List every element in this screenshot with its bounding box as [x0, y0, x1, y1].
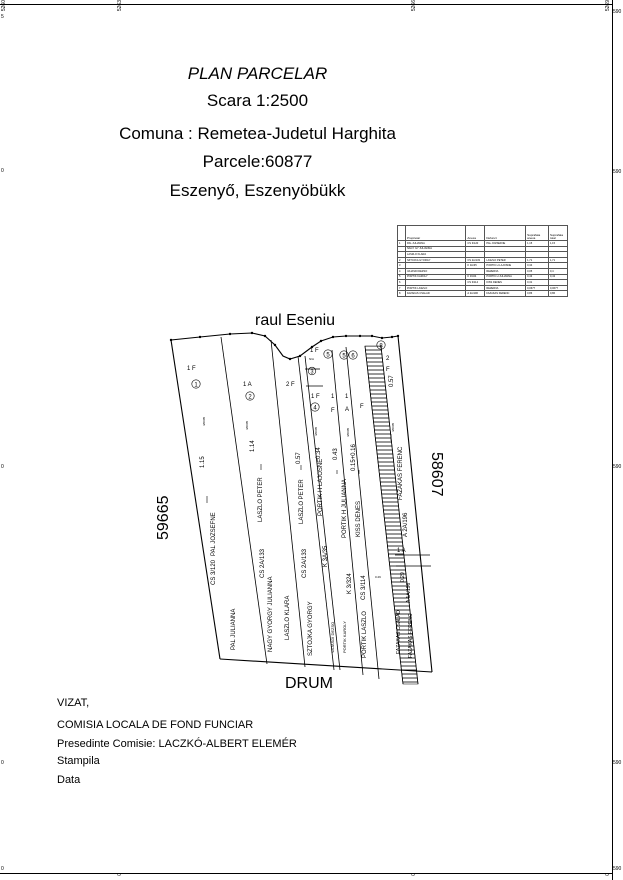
legend-cell: K 3/324: [466, 274, 485, 280]
parcel-5-code-letter: F: [331, 408, 335, 414]
parcel-7-mark: 0.29: [375, 575, 381, 579]
legend-header-cell: Suprafata total: [549, 226, 568, 241]
legend-cell: A 2A/196: [466, 291, 485, 297]
parcel-8-mark: 4/0005: [391, 422, 395, 432]
parcel-2-mark: 4/0005: [245, 420, 249, 430]
parcel-1-heir: PAL JULIANNA: [231, 608, 237, 650]
legend-header-cell: Proprietar: [405, 226, 465, 241]
legend-cell: FAZAKAS CSALAD: [405, 291, 465, 297]
legend-cell: 1,15: [526, 241, 549, 247]
parcel-6-cad: CS 3/114: [361, 575, 367, 600]
strip-owner: FAZAKAS FERENC: [408, 613, 414, 658]
plan-commune: Comuna : Remetea-Judetul Harghita: [119, 124, 396, 143]
legend-cell: K 3A/35: [466, 263, 485, 269]
stamp-label: Stampila: [57, 755, 100, 767]
parcel-6-heir: PORTIK KAROLY: [342, 621, 347, 653]
plan-parcel: Parcele:60877: [202, 152, 313, 171]
tick-top-2: 5266: [411, 0, 417, 12]
legend-cell: 0,86: [526, 291, 549, 297]
tick-top-0: 5260: [1, 0, 7, 12]
legend-cell: PAL JOZSEFNE: [485, 241, 526, 247]
parcel-3-mark: N/A: [309, 357, 315, 361]
parcel-6-area: 0.15+0.16: [351, 444, 357, 471]
parcel-4-code: 1 F: [311, 394, 320, 400]
parcel-8-code-digit: 2: [386, 356, 390, 362]
legend-header-cell: Anexa: [466, 226, 485, 241]
plan-heading: PLAN PARCELAR: [187, 64, 328, 83]
parcel-5-owner: PORTIK H JULIANNA: [342, 479, 348, 538]
parcel-2-area: 1.14: [250, 440, 256, 452]
legend-cell: LASZLO KLARA: [405, 252, 465, 258]
parcel-2-code: 1 A: [243, 382, 252, 388]
legend-header-cell: Suprafata anexa: [526, 226, 549, 241]
parcel-2-heir: NAGY GYORGY JULIANNA: [268, 576, 274, 652]
legend-cell: PORTIK H JULIANNA: [485, 274, 526, 280]
legend-cell: 1,71: [526, 257, 549, 263]
legend-cell: 3: [398, 263, 406, 269]
legend-cell: SZTOJKA GYORGY: [405, 257, 465, 263]
legend-cell: 0,05: [526, 268, 549, 274]
legend-cell: 5: [398, 274, 406, 280]
legend-cell: KISS DENES: [485, 280, 526, 286]
parcel-5-area: 0.43: [333, 448, 339, 460]
tick-left-3: 0: [1, 760, 4, 766]
parcel-4-mark: 4/0005: [314, 426, 318, 436]
legend-cell: 1,71: [549, 257, 568, 263]
neighbor-east-label: 58607: [428, 452, 445, 497]
strip-area: 0.29: [400, 572, 406, 582]
tick-left-0: 5: [1, 14, 4, 20]
legend-cell: 0,86: [549, 291, 568, 297]
river-boundary-line: [171, 333, 398, 359]
legend-cell: CS 2A/133: [466, 257, 485, 263]
parcel-4-heir: SZTOJKA GYORGY: [308, 601, 314, 656]
parcel-8-owner: FAZAKAS FERENC: [398, 446, 404, 500]
parcel-2f-heir: LASZLO KLARA: [285, 595, 291, 640]
legend-cell: 1: [398, 241, 406, 247]
strip-heir: FAZAKAS CSALAD: [396, 610, 402, 654]
parcel-6-mark: 4/0005: [346, 427, 350, 437]
legend-cell: 2: [398, 257, 406, 263]
legend-cell: 4: [398, 268, 406, 274]
parcel-5-number: 5: [326, 352, 330, 359]
parcel-1-mark: 4/0005: [202, 416, 206, 426]
legend-cell: LASZLO PETER: [485, 257, 526, 263]
parcel-2f-code: 2 F: [286, 382, 295, 388]
parcel-5-code-digit: 1: [331, 394, 335, 400]
plan-scale: Scara 1:2500: [206, 91, 309, 110]
neighbor-west-label: 59665: [155, 495, 172, 540]
legend-cell: REZERVA: [485, 285, 526, 291]
legend-cell: 0,34: [526, 263, 549, 269]
legend-cell: 0,4: [549, 268, 568, 274]
legend-cell: VAJASDI DEZSO: [405, 268, 465, 274]
tick-top-3: 5269: [605, 0, 611, 12]
road-label: DRUM: [285, 675, 333, 692]
legend-cell: PORTIK LASZLO: [405, 285, 465, 291]
parcel-6-code-digit: 1: [345, 394, 349, 400]
parcel-4-number: 4: [313, 405, 317, 412]
parcel-3-code: 1 F: [310, 348, 319, 354]
commission-label: COMISIA LOCALA DE FOND FUNCIAR: [57, 719, 254, 731]
tick-right-3: 590: [613, 760, 622, 766]
tick-left-2: 0: [1, 464, 4, 470]
parcel-6-number: 5: [342, 353, 346, 360]
tick-right-1: 590: [613, 169, 622, 175]
parcel-7-number: 6: [351, 353, 355, 360]
parcel-8-code-letter: F: [386, 367, 390, 373]
legend-cell: 0,31: [526, 280, 549, 286]
legend-cell: NAGY GY JULIANNA: [405, 246, 465, 252]
parcel-1-area: 1.15: [200, 456, 206, 468]
tick-left-4: 0: [1, 866, 4, 872]
tick-bottom-1: 0: [411, 873, 417, 876]
parcel-6-owner: KISS DENES: [356, 500, 362, 537]
parcel-5-heir: VAJASDI DEZSO: [330, 621, 335, 653]
president-label: Presedinte Comisie: LACZKÓ-ALBERT ELEMÉR: [57, 738, 297, 750]
legend-cell: 1,15: [549, 241, 568, 247]
legend-cell: 8: [398, 291, 406, 297]
tick-right-4: 590: [613, 866, 622, 872]
parcel-5-cad: K 3/324: [347, 573, 353, 594]
tick-right-0: 590: [613, 9, 622, 15]
parcel-1-number: 1: [194, 382, 198, 389]
tick-top-1: 5263: [117, 0, 123, 12]
parcel-4-owner: PORTIK H LAJOSNE: [318, 458, 324, 516]
parcel-4-area: 0.34: [316, 447, 322, 459]
legend-cell: 0,0677: [549, 285, 568, 291]
strip-cad: A 1A/196: [406, 582, 412, 603]
river-label: raul Eseniu: [255, 312, 336, 329]
tick-right-2: 590: [613, 464, 622, 470]
parcel-2f-owner: LASZLO PETER: [299, 479, 305, 524]
vizat-label: VIZAT,: [57, 697, 90, 709]
parcel-6-code-letter: A: [345, 407, 350, 413]
parcel-1-code: 1 F: [187, 366, 196, 372]
legend-cell: PORTIK KAROLY: [405, 274, 465, 280]
legend-header-cell: Defunct: [485, 226, 526, 241]
legend-cell: 6: [398, 280, 406, 286]
parcel-3-number: 3: [310, 369, 314, 376]
parcel-4-cad: K 3A/35: [323, 545, 329, 567]
parcel-7-heir: PORTIK LASZLO: [362, 611, 368, 658]
parcel-2f-cad: CS 2A/133: [302, 548, 308, 578]
legend-cell: PORTIK H LAJOSNE: [485, 263, 526, 269]
plan-locality: Eszenyő, Eszenyöbükk: [169, 181, 346, 200]
legend-cell: REZERVA: [485, 268, 526, 274]
parcel-8-area: 0.57: [389, 375, 395, 387]
parcel-2-owner: LASZLO PETER: [258, 477, 264, 522]
legend-cell: 0,0677: [526, 285, 549, 291]
parcel-2-number: 2: [248, 394, 252, 401]
tick-bottom-2: 0: [605, 873, 611, 876]
tick-bottom-0: 0: [117, 873, 123, 876]
date-label: Data: [57, 774, 81, 786]
parcel-2-cad: CS 2A/133: [260, 548, 266, 578]
legend-cell: CS 3/114: [466, 280, 485, 286]
parcel-8-cad: A 2A/196: [403, 512, 409, 537]
parcel-1-cad: CS 3/120: [211, 559, 217, 585]
legend-cell: PAL JULIANNA: [405, 241, 465, 247]
parcel-2f-area: 0.57: [296, 452, 302, 464]
legend-cell: 7: [398, 285, 406, 291]
strip-code: 1 A: [397, 548, 406, 554]
legend-cell: 0,43: [526, 274, 549, 280]
legend-cell: CS 3/120: [466, 241, 485, 247]
parcel-7-code-letter: F: [360, 404, 364, 410]
legend-cell: FAZAKAS FERENC: [485, 291, 526, 297]
tick-left-1: 0: [1, 168, 4, 174]
parcel-8-number: 8: [379, 343, 383, 350]
parcel-1-owner: PAL JOZSEFNE: [211, 512, 217, 556]
legend-cell: 0,43: [549, 274, 568, 280]
